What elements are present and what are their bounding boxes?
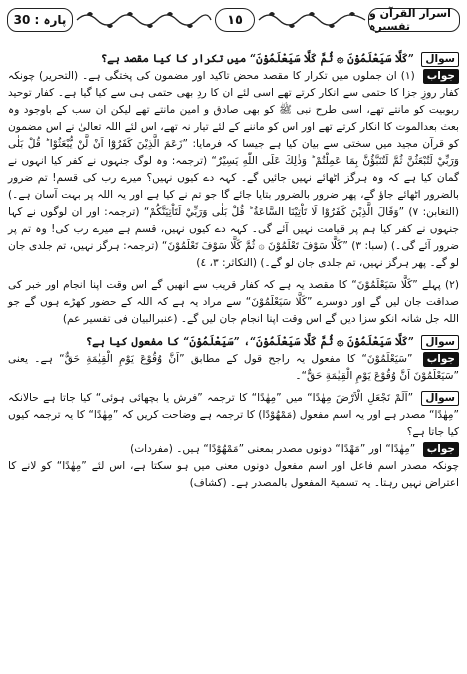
answer-label: جواب xyxy=(423,442,459,457)
book-title: اسرار القرآن و تفسیرہ xyxy=(368,8,460,32)
vine-ornament-right xyxy=(257,8,367,32)
answer-label: جواب xyxy=(423,69,459,84)
answer-block xyxy=(8,68,459,272)
question-text: ”كَلَّا سَيَعْلَمُوْنَ ۞ ثُمَّ كَلَّا سَيَعْلَمُوْنَ“، ”سَيَعْلَمُوْنَ“ کا مفعول کیا ہے؟ xyxy=(85,335,414,348)
paragraph: (٢) پہلے ”كَلَّا سَيَعْلَمُوْنَ“ کا مقصد یہ ہے کہ کفار قریب سے انھیں گے اس وقت اپنا انجام اور خبر کی صداقت جان لیں گے اور دوسرے ”كَلَّا سَيَعْلَمُوْنَ“ سے مراد یہ ہے کہ اللہ کے حضور کھڑے ہوں گے جو اللہ جل شانہ انکو سزا دیں گے اس وقت اپنا انجام جان لیں گے۔ (عنبرالبیان فی تفسیر عم) xyxy=(8,279,459,325)
question-text: ”كَلَّا سَيَعْلَمُوْنَ ۞ ثُمَّ كَلَّا سَيَعْلَمُوْنَ“ میں تکرار کا کیا مقصد ہے؟ xyxy=(100,52,414,65)
page-number: ١٥ xyxy=(215,8,255,32)
answer-text: ”سَيَعْلَمُوْنَ“ کا مفعول یہ راجح قول کے مطابق ”اَنَّ وُقُوْعَ يَوْمِ الْقِيٰمَةِ حَقٌّ“ ہے۔ یعنی ”سَيَعْلَمُوْنَ اَنَّ وُقُوْعَ يَوْمِ الْقِيٰمَةِ حَقٌّ“۔ xyxy=(8,353,459,382)
answer-text: (١) ان جملوں میں تکرار کا مقصد محض تاکید اور مضمون کی پختگی ہے۔ (التحریر) چونکہ کفار روزِ جزا کا حتمی سے انکار کرتے تھے اسی لئے ان کا ردِ بھی حتمی ہی سے کیا گیا ہے۔ کفار توحید ربوبیت کو مانتے تھے، اسی طرح نبی ﷺ کو بھی صادق و امین مانتے تھے لیکن ان سب کے باوجود وہ بعث بعدالموت کا انکار کرتے تھے اور اس کو ماننے کے لئے تیار نہ تھے، اس لئے اللہ تعالیٰ نے اس مضمون کو قرآن مجید میں سختی سے بیان کیا ہے جیسا کہ فرمایا: ”زَعَمَ الَّذِيْنَ كَفَرُوْٓا اَنْ لَّنْ يُّبْعَثُوْا ؕ قُلْ بَلٰى وَرَبِّيْ لَتُبْعَثُنَّ ثُمَّ لَتُنَبَّؤُنَّ بِمَا عَمِلْتُمْ ؕ وَذٰلِكَ عَلَى اللّٰهِ يَسِيْرٌ“ (ترجمہ: وہ لوگ جنہوں نے کفر کیا انہوں نے گمان کیا ہے کہ وہ ہرگز اٹھائے نہیں جائیں گے۔ کہہ دے کیوں نہیں؟ میرے رب کی قسم! تم ضرور بالضرور اٹھائے جاؤ گے، پھر ضرور بالضرور بتایا جائے گا جو تم نے کیا ہے اور یہ اللہ پر بہت آسان ہے۔) (التغابن: ٧) ”وَقَالَ الَّذِيْنَ كَفَرُوْا لَا تَاْتِيْنَا السَّاعَةُ ؕ قُلْ بَلٰى وَرَبِّيْ لَتَاْتِيَنَّكُمْ“ (ترجمہ: اور ان لوگوں نے کہا جنہوں نے کفر کیا ہم پر قیامت نہیں آئے گی۔ کہہ دے کیوں نہیں، قسم ہے میرے رب کی! وہ تم پر ضرور آئے گی۔) (سبا: ٣) ”كَلَّا سَوْفَ تَعْلَمُوْنَ ۞ ثُمَّ كَلَّا سَوْفَ تَعْلَمُوْنَ“ (ترجمہ: ہرگز نہیں، تم جلدی جان لو گے۔ پھر ہرگز نہیں، تم جلدی جان لو گے۔) (التکاثر: ٣، ٤) xyxy=(8,70,460,269)
question-block xyxy=(8,333,459,351)
question-label: سوال xyxy=(421,391,459,406)
paragraph: چونکہ مصدر اسم فاعل اور اسم مفعول دونوں معنی میں ہو سکتا ہے، اس لئے ”مِهٰدًا“ کو لانے کا اعتراض نہیں رہتا۔ یہ تسمیۃ المفعول بالمصدر ہے۔ (کشاف) xyxy=(8,460,459,489)
vine-ornament-left xyxy=(75,8,213,32)
question-block xyxy=(8,390,459,441)
answer-block xyxy=(8,351,459,385)
answer-text: ”مِهٰدًا“ اور ”مَهْدًا“ دونوں مصدر بمعنی ”مَمْهُوْدًا“ ہیں۔ (مفردات) xyxy=(130,443,416,455)
question-label: سوال xyxy=(421,52,459,67)
answer-block xyxy=(8,441,459,458)
page-header xyxy=(3,2,464,38)
question-text: ”اَلَمْ نَجْعَلِ الْاَرْضَ مِهٰدًا“ میں ”مِهٰدًا“ کا ترجمہ ”فرش یا بچھائی ہوئی“ کیا جاتا ہے حالانکہ ”مِهٰدًا“ مصدر ہے اور یہ اسم مفعول (مَمْهُوْدًا) کا ترجمہ ہے وضاحت کریں کہ ”مِهٰدًا“ کا یہ ترجمہ کیوں کیا جاتا ہے؟ xyxy=(8,392,459,438)
question-label: سوال xyxy=(421,335,459,350)
page-body xyxy=(8,50,459,668)
question-block xyxy=(8,50,459,68)
answer-label: جواب xyxy=(423,352,459,367)
para-label: پارہ : 30 xyxy=(7,8,73,32)
